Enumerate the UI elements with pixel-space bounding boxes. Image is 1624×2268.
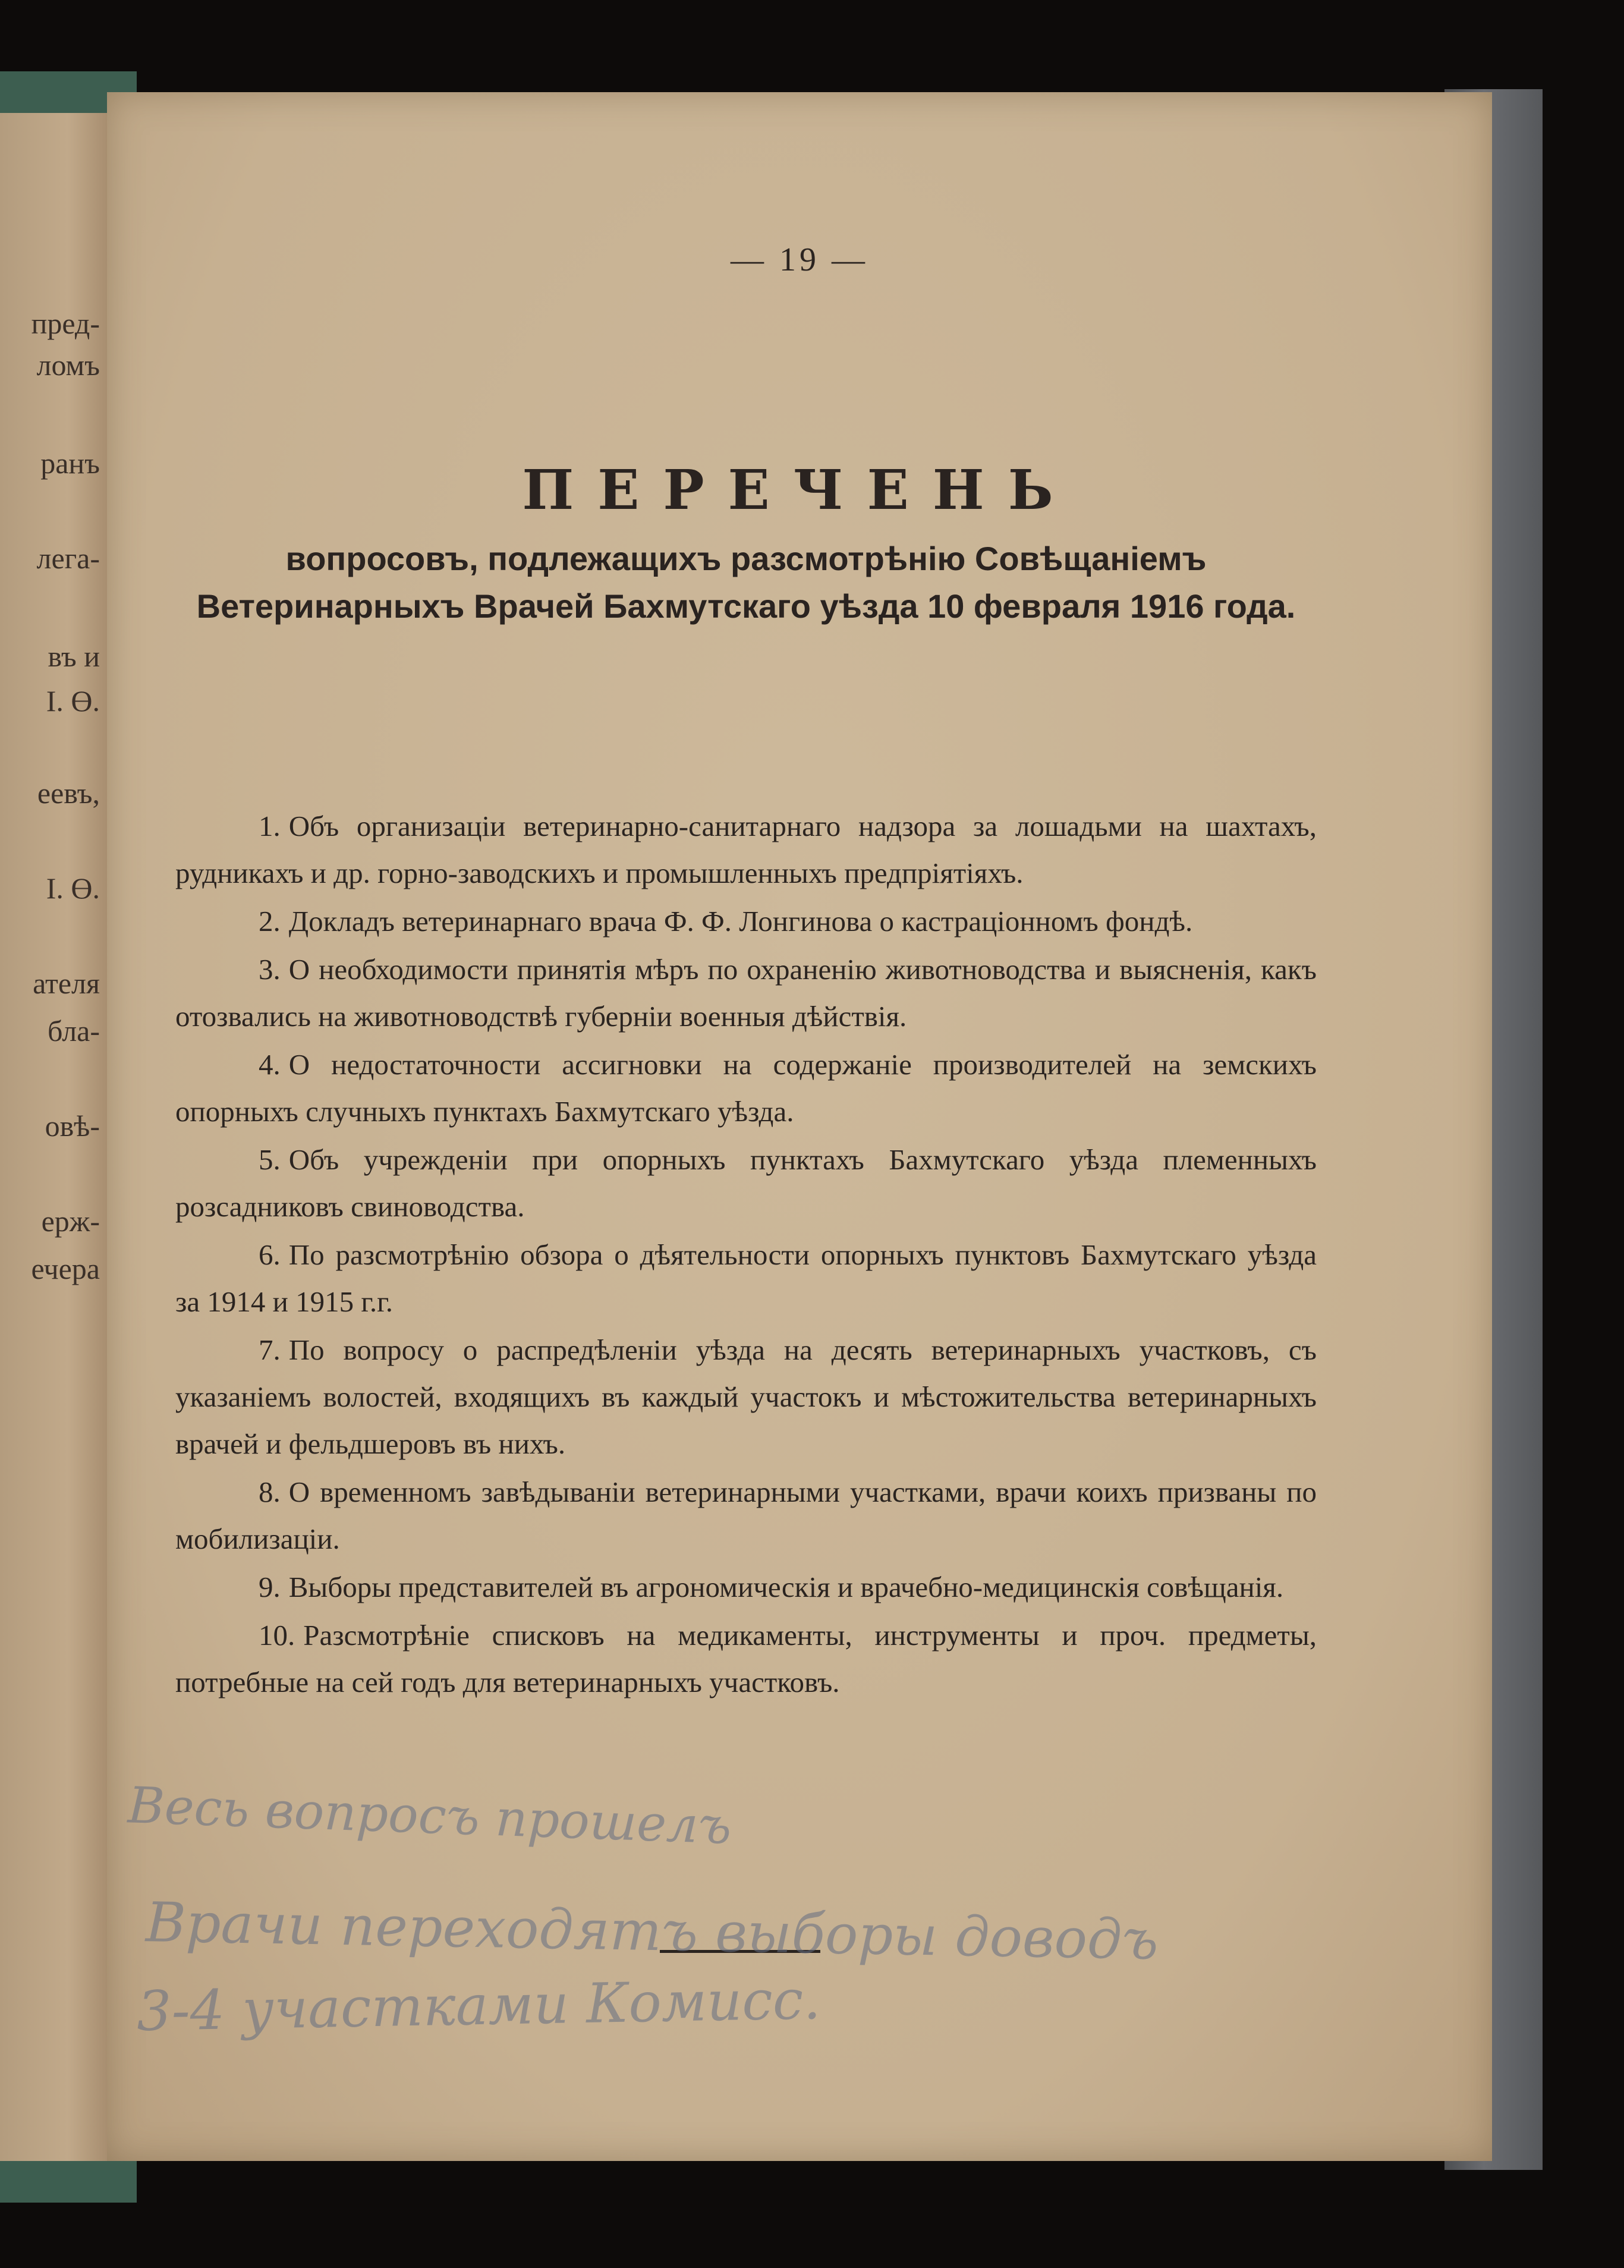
previous-page-fragment: І. Ө. [46, 872, 100, 905]
document-page [107, 92, 1492, 2161]
agenda-item [175, 1564, 1317, 1610]
page-subtitle: вопросовъ, подлежащихъ разсмотрѣнію Совѣщаніемъ Ветеринарныхъ Врачей Бахмутскаго уѣзда 10 февраля 1916 года. [196, 540, 1296, 625]
book-cover-green-edge [0, 2161, 137, 2203]
agenda-item-number: 2. [259, 905, 281, 938]
previous-page-fragment: І. Ө. [46, 684, 100, 718]
previous-page-fragment: овѣ- [45, 1109, 100, 1143]
agenda-item-text: О необходимости принятія мѣръ по охраненію животноводства и выясненія, какъ отозвались на животноводствѣ губерніи военныя дѣйствія. [175, 953, 1317, 1033]
agenda-list [175, 803, 1317, 1707]
agenda-item-text: Докладъ ветеринарнаго врача Ф. Ф. Лонгинова о кастраціонномъ фондѣ. [288, 905, 1193, 938]
page-number: — 19 — [731, 241, 868, 278]
agenda-item-number: 10. [259, 1619, 295, 1652]
agenda-item [175, 1041, 1317, 1135]
agenda-item [175, 898, 1317, 945]
agenda-item [175, 1231, 1317, 1325]
previous-page-fragment: лега- [36, 542, 100, 575]
agenda-item-number: 9. [259, 1571, 281, 1603]
handwritten-note: Весь вопросъ прошелъ [127, 1776, 733, 1855]
previous-page-fragment: ечера [31, 1252, 100, 1285]
previous-page-fragment: ателя [33, 967, 100, 1000]
previous-page-fragment: ерж- [41, 1204, 100, 1238]
agenda-item-text: О временномъ завѣдываніи ветеринарными участками, врачи коихъ призваны по мобилизаціи. [175, 1476, 1317, 1555]
agenda-item-text: Разсмотрѣніе списковъ на медикаменты, инструменты и проч. предметы, потребные на сей годъ для ветеринарныхъ участковъ. [175, 1619, 1317, 1698]
agenda-item-number: 8. [259, 1476, 281, 1508]
agenda-item [175, 1136, 1317, 1230]
agenda-item-text: По разсмотрѣнію обзора о дѣятельности опорныхъ пунктовъ Бахмутскаго уѣзда за 1914 и 1915 г.г. [175, 1238, 1317, 1318]
agenda-item-text: По вопросу о распредѣленіи уѣзда на десять ветеринарныхъ участковъ, съ указаніемъ волостей, входящихъ въ каждый участокъ и мѣстожительства ветеринарныхъ врачей и фельдшеровъ въ нихъ. [175, 1333, 1317, 1460]
page-title: ПЕРЕЧЕНЬ [522, 458, 1077, 522]
agenda-item-text: О недостаточности ассигновки на содержаніе производителей на земскихъ опорныхъ случныхъ пунктахъ Бахмутскаго уѣзда. [175, 1048, 1317, 1128]
agenda-item-number: 5. [259, 1143, 281, 1176]
previous-page-fragment: ломъ [36, 348, 100, 382]
previous-page-fragment: пред- [31, 307, 100, 340]
agenda-item [175, 1326, 1317, 1467]
agenda-item-text: Выборы представителей въ агрономическія и врачебно-медицинскія совѣщанія. [288, 1571, 1284, 1603]
agenda-item-number: 4. [259, 1048, 281, 1081]
agenda-item [175, 803, 1317, 896]
previous-page-fragment: еевъ, [37, 776, 100, 810]
agenda-item-text: Объ учрежденіи при опорныхъ пунктахъ Бахмутскаго уѣзда племенныхъ розсадниковъ свиноводства. [175, 1143, 1317, 1223]
agenda-item-number: 1. [259, 810, 281, 842]
handwritten-note: Врачи переходятъ выборы доводъ [145, 1890, 1159, 1972]
previous-page-fragment: въ и [48, 640, 100, 673]
previous-page-fragment: ранъ [40, 446, 100, 480]
agenda-item [175, 1612, 1317, 1706]
agenda-item-number: 7. [259, 1333, 281, 1366]
handwritten-note: 3-4 участками Комисс. [136, 1967, 822, 2044]
agenda-item [175, 1468, 1317, 1562]
previous-page-fragment: бла- [48, 1014, 100, 1048]
previous-page-edge [0, 95, 117, 2170]
agenda-item-text: Объ организаціи ветеринарно-санитарнаго надзора за лошадьми на шахтахъ, рудникахъ и др. горно-заводскихъ и промышленныхъ предпріятіяхъ. [175, 810, 1317, 889]
agenda-item-number: 3. [259, 953, 281, 986]
agenda-item [175, 946, 1317, 1040]
agenda-item-number: 6. [259, 1238, 281, 1271]
